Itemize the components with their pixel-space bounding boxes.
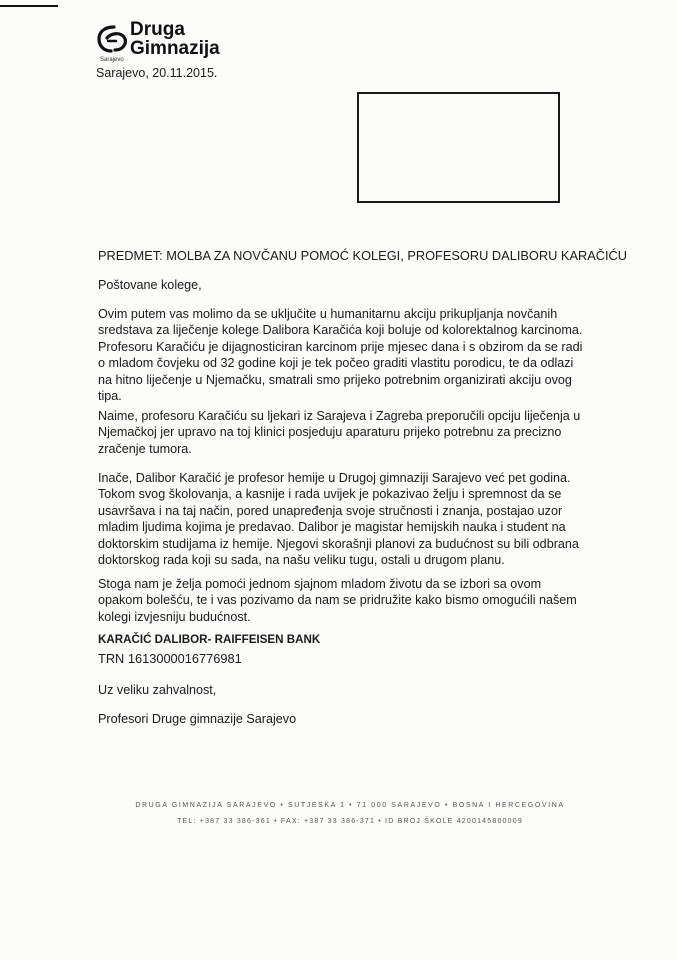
letter-paragraph-3: Inače, Dalibor Karačić je profesor hemije u Drugoj gimnaziji Sarajevo već pet godina. Tokom svog školovanja, a kasnije i rada uvijek je pokazivao želju i spremnost da se usavršava i na taj način, pored unapređenja svoje stručnosti i znanja, postajao uzor mladim ljudima kojima je predavao. Dalibor je magistar hemijskih nauka i student na doktorskim studijama iz hemije. Njegovi skorašnji planovi za budućnost su bili odbrana doktorskog rada koji su sada, na našu veliku tugu, ostali u drugom planu.	[98, 471, 579, 568]
letter-date: Sarajevo, 20.11.2015.	[96, 66, 218, 80]
footer-contact: TEL: +387 33 386-361 • FAX: +387 33 386-371 • ID BROJ ŠKOLE 4200145800009	[177, 818, 523, 825]
recipient-address-box	[357, 92, 560, 203]
footer-address: DRUGA GIMNAZIJA SARAJEVO • SUTJESKA 1 • 71 000 SARAJEVO • BOSNA I HERCEGOVINA	[135, 802, 565, 809]
bank-account-number: TRN 1613000016776981	[98, 651, 242, 666]
scan-corner-mark	[0, 5, 58, 7]
letter-closing: Uz veliku zahvalnost,	[98, 683, 217, 697]
letter-paragraph-1: Ovim putem vas molimo da se uključite u humanitarnu akciju prikupljanja novčanih sredstava za liječenje kolege Dalibora Karačića koji boluje od kolorektalnog karcinoma. Profesoru Karačiću je dijagnosticiran karcinom prije mjesec dana i s obzirom da se radi o mladom čovjeku od 32 godine koji je tek počeo graditi vlastitu porodicu, te da odlazi na hitno liječenje u Njemačku, smatrali smo prijeko potrebnim organizirati akciju ovog tipa.	[98, 307, 583, 404]
logo-mark-icon	[96, 24, 130, 54]
logo-text-gimnazija: Gimnazija	[130, 38, 220, 59]
logo-text-sarajevo: Sarajevo	[100, 57, 124, 63]
bank-account-holder: KARAČIĆ DALIBOR- RAIFFEISEN BANK	[98, 633, 321, 646]
logo-text-druga: Druga	[130, 19, 185, 40]
letter-salutation: Poštovane kolege,	[98, 278, 202, 292]
letter-signature: Profesori Druge gimnazije Sarajevo	[98, 712, 297, 726]
letter-paragraph-2: Naime, profesoru Karačiću su ljekari iz Sarajeva i Zagreba preporučili opciju liječenja u Njemačkoj jer upravo na toj klinici posjeduju aparaturu prijeko potrebnu za precizno zračenje tumora.	[98, 409, 581, 456]
letter-subject: PREDMET: MOLBA ZA NOVČANU POMOĆ KOLEGI, PROFESORU DALIBORU KARAČIĆU	[98, 248, 628, 263]
letter-paragraph-4: Stoga nam je želja pomoći jednom sjajnom mladom životu da se izbori sa ovom opakom bolešću, te i vas pozivamo da nam se pridružite kako bismo omogućili našem kolegi izvjesniju budućnost.	[98, 577, 577, 624]
